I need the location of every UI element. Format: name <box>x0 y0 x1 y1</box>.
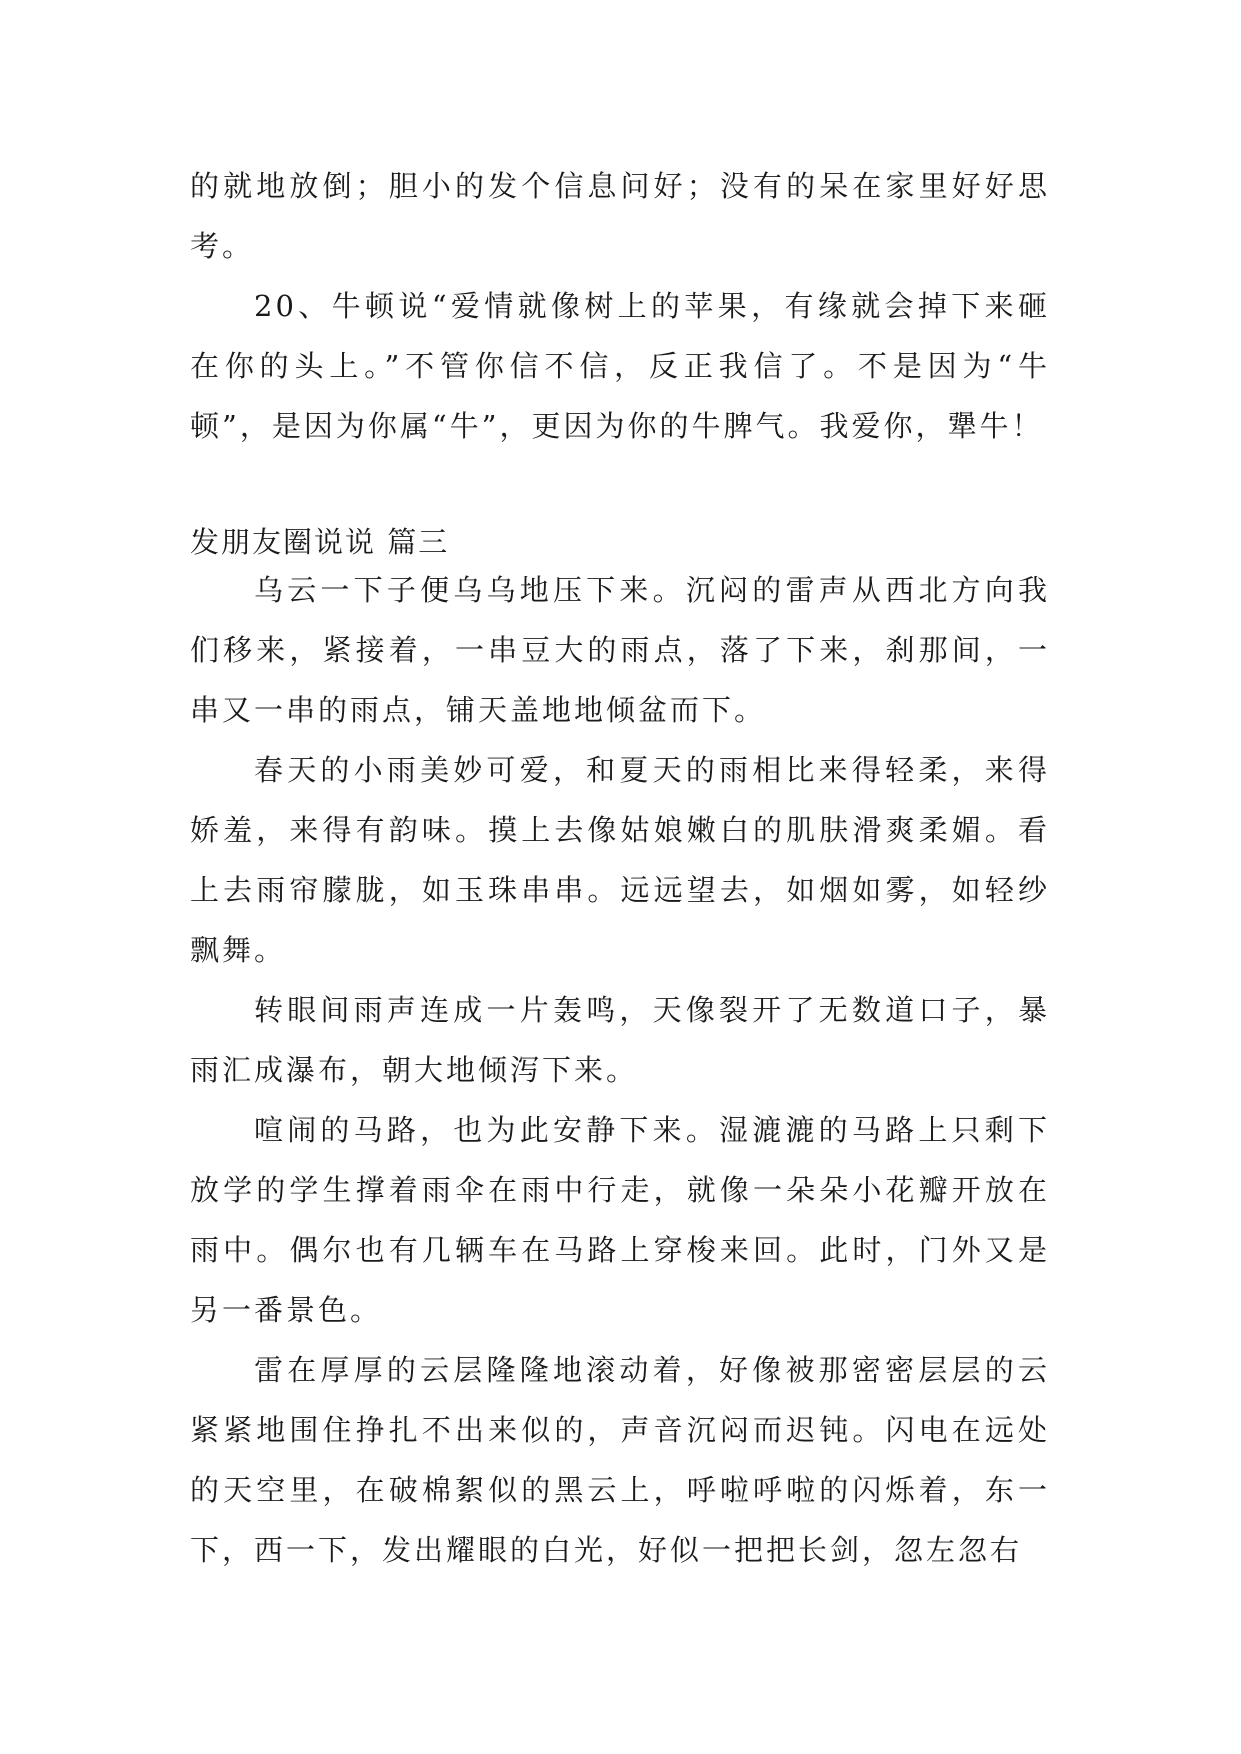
paragraph-item-20: 20、牛顿说“爱情就像树上的苹果，有缘就会掉下来砸在你的头上。”不管你信不信，反正我信了。不是因为“牛顿”，是因为你属“牛”，更因为你的牛脾气。我爱你，犟牛！ <box>190 289 1050 443</box>
paragraph-downpour: 转眼间雨声连成一片轰鸣，天像裂开了无数道口子，暴雨汇成瀑布，朝大地倾泻下来。 <box>190 993 1050 1087</box>
paragraph-continuation: 的就地放倒；胆小的发个信息问好；没有的呆在家里好好思考。 <box>190 169 1050 263</box>
main-text-block <box>190 560 1050 1580</box>
paragraph-quiet-road: 喧闹的马路，也为此安静下来。湿漉漉的马路上只剩下放学的学生撑着雨伞在雨中行走，就像一朵朵小花瓣开放在雨中。偶尔也有几辆车在马路上穿梭来回。此时，门外又是另一番景色。 <box>190 1113 1050 1327</box>
paragraph-thunder-lightning: 雷在厚厚的云层隆隆地滚动着，好像被那密密层层的云紧紧地围住挣扎不出来似的，声音沉闷而迟钝。闪电在远处的天空里，在破棉絮似的黑云上，呼啦呼啦的闪烁着，东一下，西一下，发出耀眼的白光，好似一把把长剑，忽左忽右 <box>190 1353 1050 1567</box>
paragraph-spring-rain: 春天的小雨美妙可爱，和夏天的雨相比来得轻柔，来得娇羞，来得有韵味。摸上去像姑娘嫩白的肌肤滑爽柔媚。看上去雨帘朦胧，如玉珠串串。远远望去，如烟如雾，如轻纱飘舞。 <box>190 753 1050 967</box>
top-text-block <box>190 156 1050 456</box>
section-heading: 发朋友圈说说 篇三 <box>190 525 450 559</box>
paragraph-dark-clouds: 乌云一下子便乌乌地压下来。沉闷的雷声从西北方向我们移来，紧接着，一串豆大的雨点，落了下来，刹那间，一串又一串的雨点，铺天盖地地倾盆而下。 <box>190 573 1050 727</box>
